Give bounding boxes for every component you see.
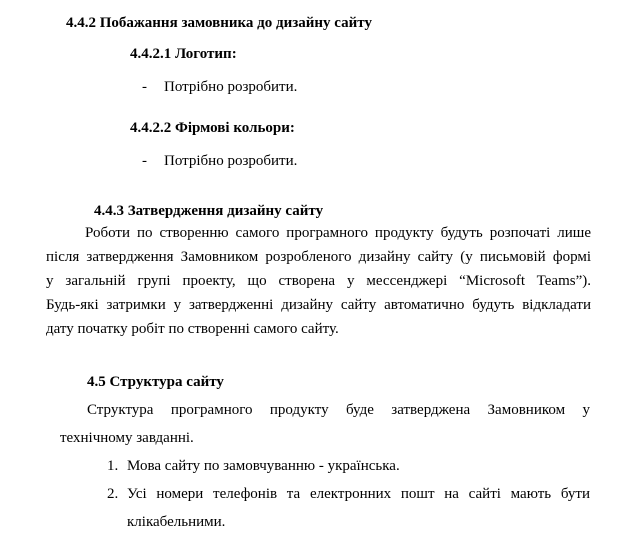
section-4-4-3-heading: 4.4.3 Затвердження дизайну сайту [94,203,324,219]
logo-bullet-text: Потрібно розробити. [164,79,298,95]
approval-paragraph-line: дату початку робіт по створенні самого сайту. [46,321,339,337]
section-4-4-2-heading: 4.4.2 Побажання замовника до дизайну сайту [66,15,372,31]
approval-paragraph-line: Роботи по створенню самого програмного продукту будуть розпочаті лише [85,225,591,241]
approval-paragraph-line: Будь-які затримки у затвердженні дизайну сайту автоматично будуть відкладати [46,297,591,313]
colors-bullet-marker: - [142,153,147,169]
colors-subheading: 4.4.2.2 Фірмові кольори: [130,120,295,136]
colors-bullet-text: Потрібно розробити. [164,153,298,169]
list-item-text: Мова сайту по замовчуванню - українська. [127,458,400,474]
approval-paragraph-line: після затвердження Замовником розробленого дизайну сайту (у письмовій формі [46,249,591,265]
structure-intro-line: Структура програмного продукту буде затверджена Замовником у [87,402,590,418]
list-item-text: Усі номери телефонів та електронних пошт на сайті мають бути [127,486,590,502]
list-item-number: 2. [107,486,119,502]
list-item-number: 1. [107,458,119,474]
structure-intro-line: технічному завданні. [60,430,194,446]
logo-subheading: 4.4.2.1 Логотип: [130,46,237,62]
logo-bullet-marker: - [142,79,147,95]
section-4-5-heading: 4.5 Структура сайту [87,374,224,390]
approval-paragraph-line: у загальній групі проекту, що створена у мессенджері “Microsoft Teams”). [46,273,591,289]
list-item-text: клікабельними. [127,514,226,530]
